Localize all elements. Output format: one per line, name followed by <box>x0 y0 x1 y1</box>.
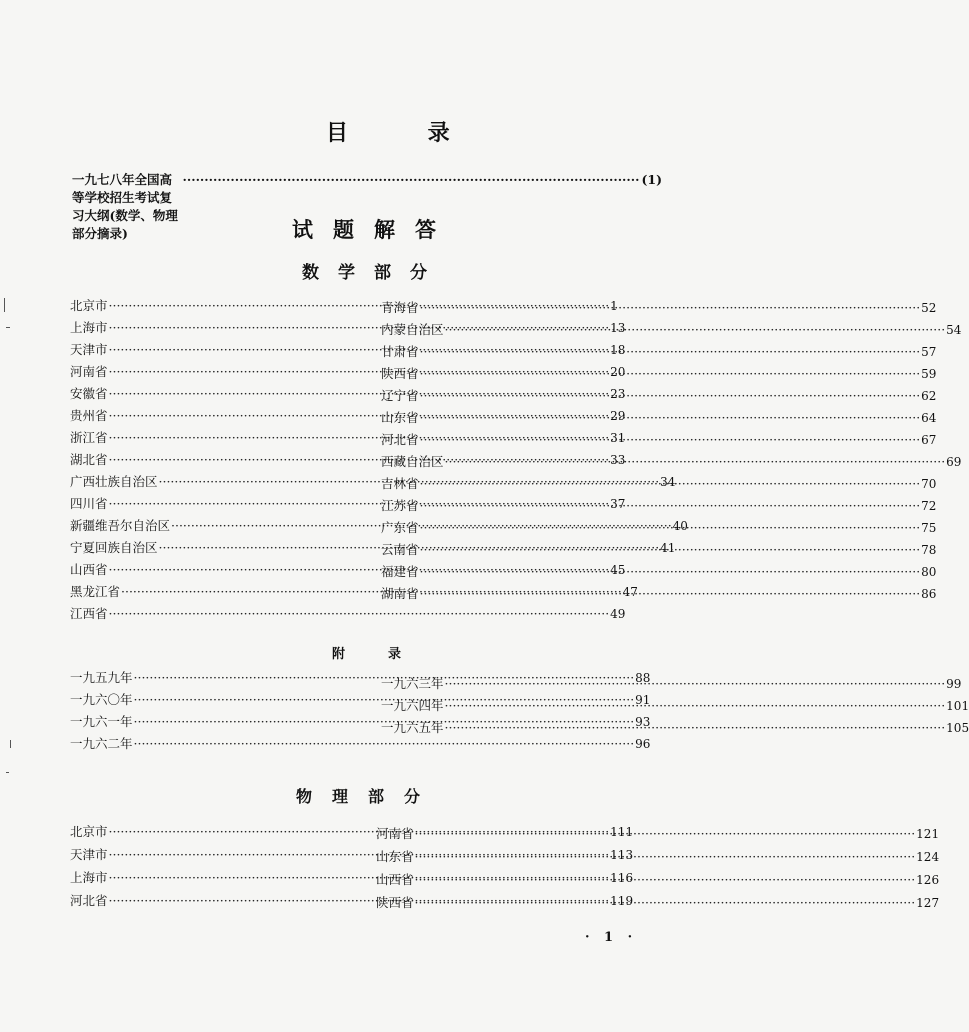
entry-page: 29 <box>610 409 626 423</box>
entry-page: 52 <box>921 301 937 315</box>
entry-page: 62 <box>921 389 937 403</box>
entry-page: 59 <box>921 367 937 381</box>
toc-entry[interactable] <box>381 366 937 388</box>
entry-name: 福建省 <box>381 564 419 579</box>
math-heading: 数学部分 <box>302 263 446 283</box>
entry-name: 河南省 <box>376 826 414 841</box>
entry-name: 四川省 <box>70 496 108 511</box>
toc-entry[interactable] <box>381 388 937 410</box>
entry-name: 一九六四年 <box>381 698 444 713</box>
entry-page: 69 <box>946 455 962 469</box>
entry-name: 辽宁省 <box>381 388 419 403</box>
entry-name: 山东省 <box>376 849 414 864</box>
entry-page: 86 <box>921 587 937 601</box>
leader-dots <box>420 564 921 579</box>
leader-dots <box>420 542 921 557</box>
entry-page: 75 <box>921 521 937 535</box>
entry-name: 云南省 <box>381 542 419 557</box>
entry-page: 91 <box>635 693 651 707</box>
entry-name: 湖南省 <box>381 586 419 601</box>
entry-name: 广东省 <box>381 520 419 535</box>
toc-entry[interactable] <box>381 322 962 344</box>
entry-name: 山西省 <box>70 562 108 577</box>
page-number: · 1 · <box>585 930 638 945</box>
entry-page: 40 <box>672 519 688 533</box>
leader-dots <box>445 698 946 713</box>
entry-name: 天津市 <box>70 847 108 862</box>
entry-name: 河南省 <box>70 364 108 379</box>
entry-name: 甘肃省 <box>381 344 419 359</box>
entry-name: 广西壮族自治区 <box>70 474 158 489</box>
entry-page: 31 <box>610 431 626 445</box>
entry-name: 黑龙江省 <box>70 584 121 599</box>
entry-name: 内蒙自治区 <box>381 322 444 337</box>
entry-name: 山东省 <box>381 410 419 425</box>
entry-name: 湖北省 <box>70 452 108 467</box>
entry-page: 88 <box>635 671 651 685</box>
entry-page: 13 <box>610 321 626 335</box>
entry-page: 124 <box>916 850 940 864</box>
toc-entry[interactable] <box>376 895 940 918</box>
entry-name: 浙江省 <box>70 430 108 445</box>
entry-page: 121 <box>916 827 940 841</box>
entry-page: 67 <box>921 433 937 447</box>
scan-mark <box>4 298 5 312</box>
entry-page: 80 <box>921 565 937 579</box>
entry-name: 一九六二年 <box>70 736 133 751</box>
entry-page: 37 <box>610 497 626 511</box>
toc-entry[interactable] <box>381 344 937 366</box>
entry-page: 49 <box>610 607 626 621</box>
toc-entry[interactable] <box>376 826 940 849</box>
leader-dots <box>445 454 946 469</box>
toc-entry[interactable] <box>70 736 651 758</box>
appendix-list-right <box>381 676 969 742</box>
entry-name: 河北省 <box>381 432 419 447</box>
entry-name: 一九六一年 <box>70 714 133 729</box>
leader-dots <box>445 720 946 735</box>
toc-entry[interactable] <box>381 564 937 586</box>
page-title: 目 录 <box>326 120 486 146</box>
answers-heading: 试题解答 <box>292 217 456 242</box>
entry-name: 江苏省 <box>381 498 419 513</box>
toc-entry[interactable] <box>381 698 969 720</box>
toc-entry[interactable] <box>376 849 940 872</box>
entry-name: 上海市 <box>70 870 108 885</box>
entry-name: 贵州省 <box>70 408 108 423</box>
toc-entry[interactable] <box>70 606 626 628</box>
scan-mark <box>6 327 10 328</box>
entry-name: 一九五九年 <box>70 670 133 685</box>
entry-page: 20 <box>610 365 626 379</box>
entry-name: 宁夏回族自治区 <box>70 540 158 555</box>
entry-page: 101 <box>946 699 969 713</box>
leader-dots <box>445 676 946 691</box>
entry-name: 上海市 <box>70 320 108 335</box>
appendix-heading-right: 录 <box>388 647 402 662</box>
toc-entry[interactable] <box>381 432 937 454</box>
entry-page: 113 <box>610 848 634 862</box>
entry-name: 西藏自治区 <box>381 454 444 469</box>
entry-page: 18 <box>610 343 626 357</box>
entry-page: 41 <box>660 541 676 555</box>
toc-entry[interactable] <box>381 720 969 742</box>
leader-dots <box>420 432 921 447</box>
leader-dots: ········································································································· <box>182 172 640 187</box>
syllabus-label: 一九七八年全国高等学校招生考试复习大纲(数学、物理部分摘录) <box>72 172 178 241</box>
entry-page: 126 <box>916 873 940 887</box>
entry-page: 34 <box>660 475 676 489</box>
toc-entry[interactable] <box>381 454 962 476</box>
entry-name: 安徽省 <box>70 386 108 401</box>
scan-mark <box>6 772 9 773</box>
entry-page: 45 <box>610 563 626 577</box>
appendix-heading-left: 附 <box>332 647 346 662</box>
leader-dots <box>420 520 921 535</box>
entry-name: 江西省 <box>70 606 108 621</box>
entry-name: 一九六〇年 <box>70 692 133 707</box>
toc-entry[interactable] <box>381 410 937 432</box>
entry-page: 93 <box>635 715 651 729</box>
leader-dots <box>415 872 916 887</box>
leader-dots <box>420 300 921 315</box>
entry-page: 78 <box>921 543 937 557</box>
entry-page: 23 <box>610 387 626 401</box>
leader-dots <box>420 476 921 491</box>
toc-entry[interactable] <box>381 300 937 322</box>
entry-name: 河北省 <box>70 893 108 908</box>
leader-dots <box>445 322 946 337</box>
entry-name: 一九六三年 <box>381 676 444 691</box>
toc-entry[interactable] <box>376 872 940 895</box>
entry-page: 99 <box>946 677 962 691</box>
entry-page: 70 <box>921 477 937 491</box>
entry-page: 111 <box>610 825 634 839</box>
leader-dots <box>420 410 921 425</box>
scan-mark <box>10 740 11 748</box>
leader-dots <box>420 344 921 359</box>
leader-dots <box>420 586 921 601</box>
entry-page: 72 <box>921 499 937 513</box>
entry-page: 33 <box>610 453 626 467</box>
leader-dots <box>109 606 610 621</box>
syllabus-page: (1) <box>641 172 662 187</box>
toc-entry[interactable] <box>381 676 962 698</box>
entry-page: 96 <box>635 737 651 751</box>
entry-name: 新疆维吾尔自治区 <box>70 518 171 533</box>
entry-name: 陕西省 <box>376 895 414 910</box>
leader-dots <box>415 849 916 864</box>
toc-entry[interactable] <box>381 586 937 608</box>
physics-list-right <box>376 826 940 918</box>
entry-page: 116 <box>610 871 634 885</box>
entry-page: 105 <box>946 721 969 735</box>
leader-dots <box>415 826 916 841</box>
leader-dots <box>420 498 921 513</box>
entry-name: 青海省 <box>381 300 419 315</box>
entry-page: 119 <box>610 894 634 908</box>
entry-page: 64 <box>921 411 937 425</box>
entry-page: 1 <box>610 299 618 313</box>
entry-name: 山西省 <box>376 872 414 887</box>
entry-page: 54 <box>946 323 962 337</box>
toc-entry[interactable] <box>381 498 937 520</box>
entry-name: 一九六五年 <box>381 720 444 735</box>
entry-name: 陕西省 <box>381 366 419 381</box>
leader-dots <box>420 366 921 381</box>
physics-heading: 物理部分 <box>296 787 441 806</box>
entry-name: 北京市 <box>70 298 108 313</box>
entry-name: 天津市 <box>70 342 108 357</box>
leader-dots <box>420 388 921 403</box>
entry-page: 57 <box>921 345 937 359</box>
entry-name: 吉林省 <box>381 476 419 491</box>
entry-page: 127 <box>916 896 940 910</box>
leader-dots <box>415 895 916 910</box>
entry-page: 47 <box>622 585 638 599</box>
entry-name: 北京市 <box>70 824 108 839</box>
